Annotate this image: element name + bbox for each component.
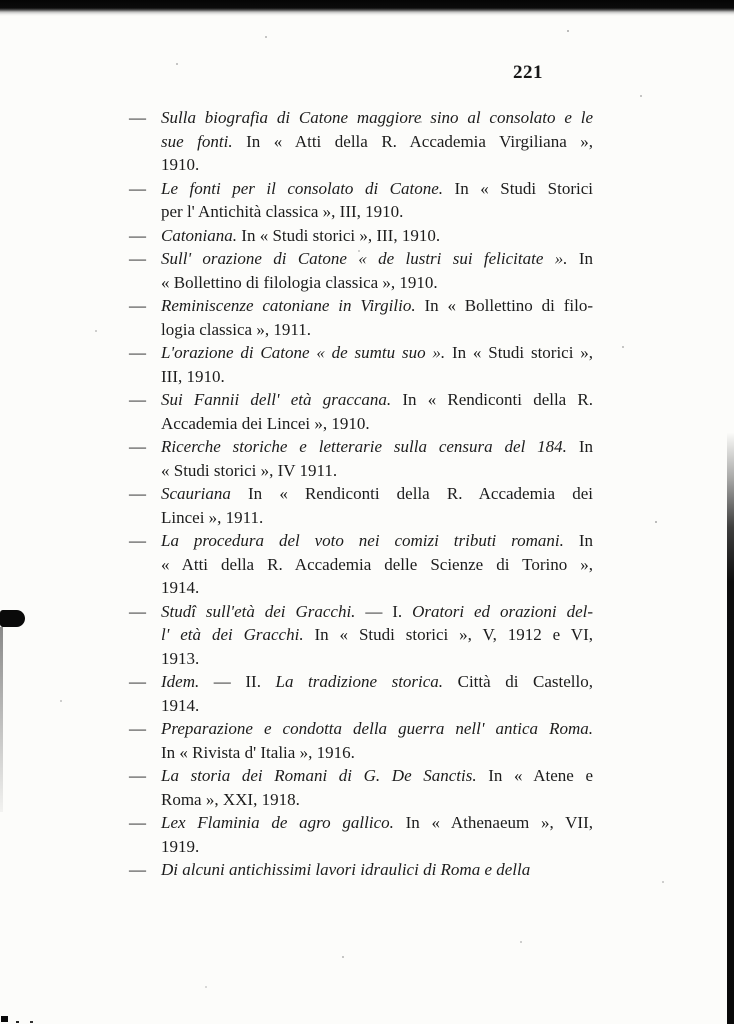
entry-dash-icon: — <box>129 178 146 198</box>
title-segment: Oratori ed orazioni del- <box>412 601 593 621</box>
reference-segment: 1919. <box>161 836 200 856</box>
entry-text <box>161 600 593 671</box>
entry-text <box>161 670 593 717</box>
entry-text <box>161 294 593 341</box>
bibliography-entry <box>129 529 593 600</box>
entry-dash-icon: — <box>129 719 146 738</box>
title-segment: Scauriana <box>161 484 231 503</box>
entry-line <box>161 553 593 577</box>
entry-dash-icon: — <box>129 249 146 268</box>
entry-dash-icon: — <box>129 225 146 245</box>
entry-text <box>161 341 593 388</box>
scan-artifact-right-band <box>727 432 734 1024</box>
title-segment: Lex Flaminia de agro gallico. <box>161 813 394 832</box>
reference-segment: « Atti della R. Accademia delle Scienze di Torino », <box>161 554 593 574</box>
reference-segment: « Studi storici », IV 1911. <box>161 460 338 480</box>
entry-text <box>161 247 593 294</box>
title-segment: Idem. <box>161 672 200 691</box>
entry-text <box>161 529 593 600</box>
bibliography-entry <box>129 764 593 811</box>
entry-line <box>161 506 593 530</box>
entry-text <box>161 858 593 882</box>
reference-segment: 1913. <box>161 648 200 668</box>
bibliography-list <box>129 106 593 882</box>
entry-line <box>161 670 593 694</box>
title-segment: L'orazione di Catone « de sumtu suo ». <box>161 343 446 362</box>
reference-segment: — I. <box>355 601 413 621</box>
reference-segment: In « Studi storici », III, 1910. <box>237 225 441 245</box>
reference-segment: Roma », XXI, 1918. <box>161 789 300 809</box>
entry-text <box>161 177 593 224</box>
entry-line <box>161 717 593 741</box>
entry-text <box>161 106 593 177</box>
bibliography-entry <box>129 435 593 482</box>
entry-line <box>161 435 593 459</box>
reference-segment: In <box>567 249 593 268</box>
scan-artifact-left-strip <box>0 627 3 812</box>
entry-line <box>161 318 593 342</box>
reference-segment: In « Athenaeum », VII, <box>393 813 593 832</box>
reference-segment: In « Rendiconti della R. Accademia dei <box>230 484 593 503</box>
entry-line <box>161 388 593 412</box>
bibliography-entry <box>129 600 593 671</box>
entry-line <box>161 153 593 177</box>
reference-segment: In « Studi storici », <box>445 343 594 362</box>
title-segment: Di alcuni antichissimi lavori idraulici di Roma e della <box>161 860 531 879</box>
reference-segment: logia classica », 1911. <box>161 319 311 339</box>
entry-line <box>161 459 593 483</box>
reference-segment: In « Studi Storici <box>443 178 593 198</box>
title-segment: Ricerche storiche e letterarie sulla censura del 184. <box>161 437 567 456</box>
entry-line <box>161 294 593 318</box>
bibliography-entry <box>129 224 593 248</box>
bibliography-entry <box>129 341 593 388</box>
entry-dash-icon: — <box>129 108 146 127</box>
reference-segment: Accademia dei Lincei », 1910. <box>161 413 370 433</box>
entry-dash-icon: — <box>129 813 146 832</box>
entry-text <box>161 224 593 248</box>
bibliography-entry <box>129 177 593 224</box>
title-segment: Reminiscenze catoniane in Virgilio. <box>161 296 416 315</box>
entry-line <box>161 482 593 506</box>
entry-line <box>161 247 593 271</box>
entry-line <box>161 811 593 835</box>
entry-dash-icon: — <box>129 672 146 691</box>
reference-segment: In « Atene e <box>476 766 594 785</box>
entry-text <box>161 811 593 858</box>
reference-segment: per l' Antichità classica », III, 1910. <box>161 202 404 221</box>
reference-segment: In <box>563 531 593 550</box>
title-segment: Sulla biografia di Catone maggiore sino al consolato e le <box>161 108 593 127</box>
title-segment: Sui Fannii dell' età graccana. <box>161 390 392 409</box>
entry-text <box>161 717 593 764</box>
reference-segment: Lincei », 1911. <box>161 507 264 527</box>
entry-dash-icon: — <box>129 860 146 879</box>
reference-segment: In « Atti della R. Accademia Virgiliana », <box>232 131 593 151</box>
title-segment: Le fonti per il consolato di Catone. <box>161 178 444 198</box>
entry-dash-icon: — <box>129 766 146 785</box>
entry-line <box>161 600 593 624</box>
title-segment: Studî sull'età dei Gracchi. <box>161 601 356 621</box>
entry-line <box>161 694 593 718</box>
entry-line <box>161 106 593 130</box>
entry-dash-icon: — <box>129 296 146 315</box>
entry-text <box>161 764 593 811</box>
entry-line <box>161 271 593 295</box>
scan-artifact-bottom-specks <box>1 1016 8 1022</box>
bibliography-entry <box>129 294 593 341</box>
reference-segment: « Bollettino di filologia classica », 1910. <box>161 272 438 292</box>
scan-noise-dots <box>0 0 2 2</box>
entry-text <box>161 435 593 482</box>
scan-artifact-ink-blob <box>0 610 25 627</box>
entry-dash-icon: — <box>129 484 146 503</box>
entry-line <box>161 647 593 671</box>
title-segment: l' età dei Gracchi. <box>161 625 304 644</box>
entry-dash-icon: — <box>129 601 146 621</box>
entry-line <box>161 130 593 154</box>
bibliography-entry <box>129 858 593 882</box>
reference-segment: In « Studi storici », V, 1912 e VI, <box>303 625 593 644</box>
reference-segment: 1914. <box>161 695 200 715</box>
entry-line <box>161 858 593 882</box>
title-segment: La storia dei Romani di G. De Sanctis. <box>161 766 477 785</box>
entry-line <box>161 788 593 812</box>
reference-segment: 1914. <box>161 578 200 597</box>
entry-line <box>161 576 593 600</box>
title-segment: La procedura del voto nei comizi tributi romani. <box>161 531 564 550</box>
entry-line <box>161 224 593 248</box>
entry-line <box>161 741 593 765</box>
entry-line <box>161 341 593 365</box>
title-segment: La tradizione storica. <box>275 672 444 691</box>
title-segment: Catoniana. <box>161 225 238 245</box>
title-segment: Sull' orazione di Catone « de lustri sui felicitate ». <box>161 249 568 268</box>
title-segment: sue fonti. <box>161 131 233 151</box>
bibliography-entry <box>129 106 593 177</box>
entry-dash-icon: — <box>129 390 146 409</box>
entry-line <box>161 177 593 201</box>
entry-line <box>161 529 593 553</box>
entry-dash-icon: — <box>129 531 146 550</box>
entry-line <box>161 200 593 224</box>
entry-line <box>161 764 593 788</box>
title-segment: Preparazione e condotta della guerra nell' antica Roma. <box>161 719 593 738</box>
scan-artifact-top-band <box>0 0 734 16</box>
entry-text <box>161 388 593 435</box>
entry-dash-icon: — <box>129 437 146 456</box>
entry-line <box>161 623 593 647</box>
entry-line <box>161 835 593 859</box>
bibliography-entry <box>129 670 593 717</box>
reference-segment: 1910. <box>161 155 200 174</box>
bibliography-entry <box>129 811 593 858</box>
bibliography-entry <box>129 247 593 294</box>
entry-text <box>161 482 593 529</box>
reference-segment: In « Bollettino di filo- <box>415 296 594 315</box>
reference-segment: In « Rendiconti della R. <box>391 390 594 409</box>
reference-segment: — II. <box>199 672 276 691</box>
bibliography-entry <box>129 388 593 435</box>
bibliography-entry <box>129 717 593 764</box>
reference-segment: III, 1910. <box>161 366 225 386</box>
page-number: 221 <box>513 62 543 83</box>
reference-segment: In « Rivista d' Italia », 1916. <box>161 742 355 762</box>
bibliography-entry <box>129 482 593 529</box>
reference-segment: In <box>566 437 593 456</box>
reference-segment: Città di Castello, <box>443 672 593 691</box>
entry-line <box>161 412 593 436</box>
entry-line <box>161 365 593 389</box>
entry-dash-icon: — <box>129 343 146 362</box>
